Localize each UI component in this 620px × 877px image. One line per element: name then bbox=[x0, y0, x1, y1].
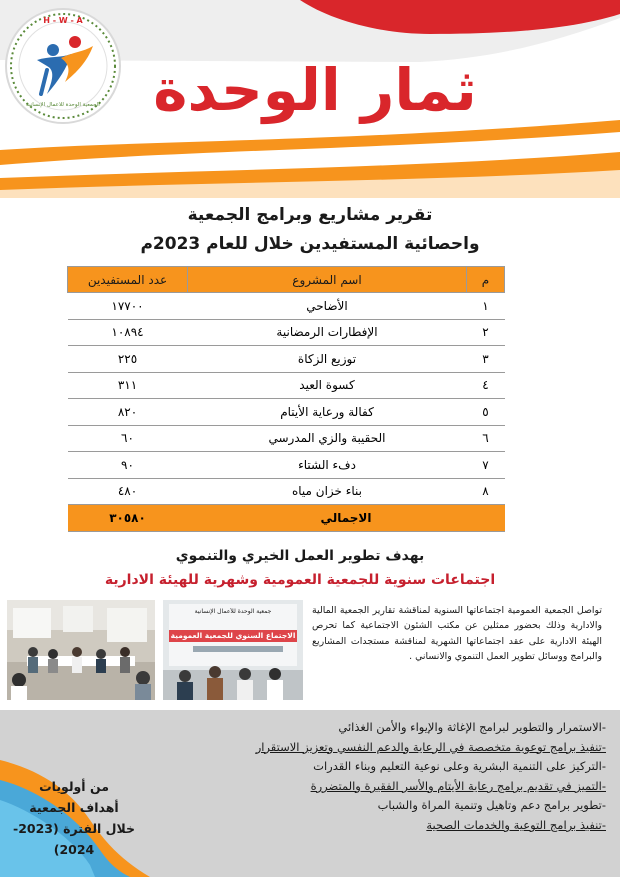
table-row bbox=[68, 399, 505, 426]
goal-subheading: اجتماعات سنوية للجمعية العمومية وشهرية للهيئة الادارية bbox=[104, 572, 496, 588]
priority-item: -التميز في تقديم برامج رعاية الأيتام والأسر الفقيرة والمتضررة bbox=[310, 778, 606, 793]
priority-item: -تنفيذ برامج توعوية متخصصة في الرعاية والدعم النفسي وتعزيز الاستقرار bbox=[255, 739, 606, 754]
row-num: ٢ bbox=[467, 319, 505, 346]
row-project: بناء خزان مياه bbox=[188, 478, 467, 505]
table-row bbox=[68, 293, 505, 320]
row-beneficiaries: ٢٢٥ bbox=[68, 346, 188, 373]
priorities-label bbox=[0, 776, 148, 860]
logo-caption: الجمعية الوحدة للأعمال الإنسانية bbox=[26, 102, 100, 108]
row-num: ٦ bbox=[467, 425, 505, 452]
report-title-line1: تقرير مشاريع وبرامج الجمعية bbox=[187, 205, 433, 225]
meeting-photo-room bbox=[7, 600, 155, 700]
table-row bbox=[68, 425, 505, 452]
goal-heading: بهدف تطوير العمل الخيري والتنموي bbox=[175, 548, 425, 564]
total-label: الاجمالي bbox=[188, 505, 505, 532]
banner-meeting-title: الاجتماع السنوي للجمعية العمومية bbox=[170, 631, 296, 640]
row-project: الحقيبة والزي المدرسي bbox=[188, 425, 467, 452]
row-project: الإفطارات الرمضانية bbox=[188, 319, 467, 346]
priorities-label-line1: من أولويات bbox=[39, 779, 109, 794]
table-row bbox=[68, 478, 505, 505]
row-beneficiaries: ١٠٨٩٤ bbox=[68, 319, 188, 346]
row-beneficiaries: ١٧٧٠٠ bbox=[68, 293, 188, 320]
newsletter-title: ثمار الوحدة bbox=[153, 56, 477, 124]
header-beneficiaries: عدد المستفيدين bbox=[68, 267, 188, 293]
total-value: ٣٠٥٨٠ bbox=[68, 505, 188, 532]
table-total-row bbox=[68, 505, 505, 532]
row-beneficiaries: ٤٨٠ bbox=[68, 478, 188, 505]
priorities-list bbox=[148, 718, 606, 836]
header-project: اسم المشروع bbox=[188, 267, 467, 293]
meeting-banner-image-icon bbox=[163, 600, 303, 700]
row-num: ٣ bbox=[467, 346, 505, 373]
priorities-label-line3: خلال الفترة (2023-2024) bbox=[13, 821, 135, 857]
row-beneficiaries: ٣١١ bbox=[68, 372, 188, 399]
meeting-photo-banner bbox=[163, 600, 303, 700]
table-row bbox=[68, 452, 505, 479]
header-banner bbox=[0, 0, 620, 198]
priority-item: -الاستمرار والتطوير لبرامج الإغاثة والإيواء والأمن الغذائي bbox=[338, 720, 606, 734]
table-row bbox=[68, 346, 505, 373]
priorities-label-line2: أهداف الجمعية bbox=[29, 800, 119, 815]
row-num: ١ bbox=[467, 293, 505, 320]
row-project: توزيع الزكاة bbox=[188, 346, 467, 373]
header-num: م bbox=[467, 267, 505, 293]
priority-item: -التركيز على التنمية البشرية وعلى نوعية التعليم وبناء القدرات bbox=[313, 759, 606, 774]
row-project: كسوة العيد bbox=[188, 372, 467, 399]
table-header-row bbox=[68, 267, 505, 293]
logo bbox=[5, 8, 121, 124]
banner-org-name: جمعية الوحدة للأعمال الإنسانية bbox=[194, 608, 272, 615]
row-project: كفالة ورعاية الأيتام bbox=[188, 399, 467, 426]
row-num: ٤ bbox=[467, 372, 505, 399]
report-title-line2: واحصائية المستفيدين خلال للعام 2023م bbox=[140, 234, 480, 254]
projects-table bbox=[67, 266, 505, 532]
table-row bbox=[68, 372, 505, 399]
row-project: دفء الشتاء bbox=[188, 452, 467, 479]
row-beneficiaries: ٩٠ bbox=[68, 452, 188, 479]
row-num: ٧ bbox=[467, 452, 505, 479]
meeting-room-image-icon bbox=[7, 600, 155, 700]
priority-item: -تطوير برامج دعم وتاهيل وتنمية المراة والشباب bbox=[377, 798, 606, 813]
row-beneficiaries: ٨٢٠ bbox=[68, 399, 188, 426]
priority-item: -تنفيذ برامج التوعية والخدمات الصحية bbox=[426, 817, 606, 832]
logo-letters: H - W - A bbox=[43, 16, 83, 25]
table-row bbox=[68, 319, 505, 346]
row-num: ٥ bbox=[467, 399, 505, 426]
row-num: ٨ bbox=[467, 478, 505, 505]
row-project: الأضاحي bbox=[188, 293, 467, 320]
row-beneficiaries: ٦٠ bbox=[68, 425, 188, 452]
meeting-paragraph: تواصل الجمعية العمومية اجتماعاتها السنوية لمناقشة تقارير الجمعية المالية والادارية وذلك بحضور ممثلين عن مكتب الشئون الاجتماعية كما تحرص الهيئة الادارية على عقد اجتماعاتها الشهرية لمناقشة مستجدات المشاريع والبرامج ووسائل تطوير العمل التنموي والانساني . bbox=[312, 605, 602, 662]
